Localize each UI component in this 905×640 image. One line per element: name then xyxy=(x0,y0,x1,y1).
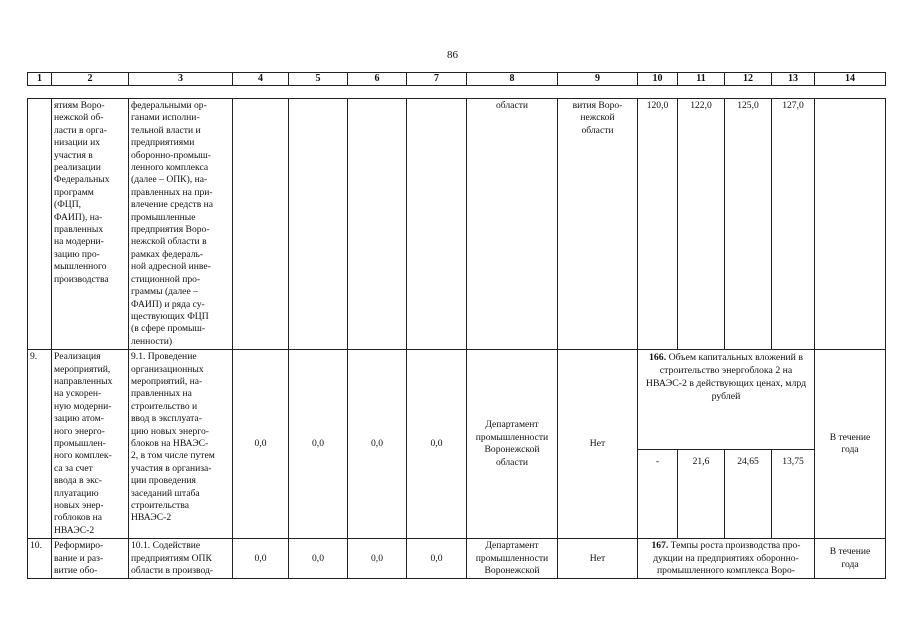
row9-value-13: 13,75 xyxy=(772,449,815,538)
cont-value-13: 127,0 xyxy=(772,99,815,350)
header-col-14: 14 xyxy=(815,73,886,86)
row10-c4: 0,0 xyxy=(233,539,289,579)
cont-program-cell: вития Воро- нежской области xyxy=(558,99,638,350)
cont-c4-cell xyxy=(233,99,289,350)
header-col-8: 8 xyxy=(467,73,558,86)
row10-program-cell: Нет xyxy=(558,539,638,579)
row10-indicator-title xyxy=(638,539,815,579)
row10-num: 10. xyxy=(28,539,52,579)
cont-c14-cell xyxy=(815,99,886,350)
row10-executor-cell: Департамент промышленности Воронежской xyxy=(467,539,558,579)
header-col-10: 10 xyxy=(638,73,678,86)
row10-indicator-number: 167. xyxy=(651,540,669,552)
row10-goal-cell: Реформиро- вание и раз- витие обо- xyxy=(52,539,129,579)
header-col-5: 5 xyxy=(289,73,348,86)
cont-c6-cell xyxy=(348,99,407,350)
cont-goal-cell: ятиям Воро- нежской об- ласти в орга- низации их участия в реализации Федеральных программ (ФЦП, ФАИП), на- правленных на модерни- зацию про- мышленного производства xyxy=(52,99,129,350)
row9-value-10: - xyxy=(638,449,678,538)
row9-deadline-cell: В течение года xyxy=(815,350,886,539)
program-table xyxy=(27,98,886,579)
row9-indicator-text: Объем капитальных вложений в строительство энергоблока 2 на НВАЭС-2 в действующих ценах, млрд рублей xyxy=(645,352,807,403)
row10-activity-cell: 10.1. Содействие предприятиям ОПК области в производ- xyxy=(129,539,233,579)
row9-indicator-title xyxy=(638,350,815,450)
row9-c4: 0,0 xyxy=(233,350,289,539)
table-row-9 xyxy=(28,350,886,450)
row9-activity-cell: 9.1. Проведение организационных мероприятий, на- правленных на строительство и ввод в эксплуата- цию новых энерго- блоков на НВАЭС- 2, в том числе путем участия в организа- ции проведения заседаний штаба строительства НВАЭС-2 xyxy=(129,350,233,539)
cont-value-12: 125,0 xyxy=(725,99,772,350)
column-number-header xyxy=(27,72,886,86)
row9-program-cell: Нет xyxy=(558,350,638,539)
cont-activity-cell: федеральными ор- ганами исполни- тельной власти и предприятиями оборонно-промыш- ленного комплекса (далее – ОПК), на- правленных на при- влечение средств на промышленные предприятия Воро- нежской области в рамках федераль- ной адресной инве- стиционной про- граммы (далее – ФАИП) и ряда су- ществующих ФЦП (в сфере промыш- ленности) xyxy=(129,99,233,350)
row9-goal-cell: Реализация мероприятий, направленных на ускорен- ную модерни- зацию атом- ного энерго- промышлен- ного комплек- са за счет ввода в экс- плуатацию новых энер- гоблоков на НВАЭС-2 xyxy=(52,350,129,539)
page-number: 86 xyxy=(447,49,458,61)
row10-c7: 0,0 xyxy=(407,539,467,579)
row9-executor-cell: Департамент промышленности Воронежской области xyxy=(467,350,558,539)
header-col-2: 2 xyxy=(52,73,129,86)
row9-c7: 0,0 xyxy=(407,350,467,539)
row10-deadline-cell: В течение года xyxy=(815,539,886,579)
row9-num: 9. xyxy=(28,350,52,539)
row10-indicator-text: Темпы роста производства про- дукции на предприятиях оборонно- промышленного комплекса Воро- xyxy=(653,540,801,577)
table-row-10 xyxy=(28,539,886,579)
row9-value-11: 21,6 xyxy=(678,449,725,538)
cont-executor-cell: области xyxy=(467,99,558,350)
row10-c5: 0,0 xyxy=(289,539,348,579)
cont-value-10: 120,0 xyxy=(638,99,678,350)
cont-c7-cell xyxy=(407,99,467,350)
header-col-11: 11 xyxy=(678,73,725,86)
header-col-9: 9 xyxy=(558,73,638,86)
header-col-12: 12 xyxy=(725,73,772,86)
header-col-1: 1 xyxy=(28,73,52,86)
row10-c6: 0,0 xyxy=(348,539,407,579)
table-row-continuation xyxy=(28,99,886,350)
row9-c5: 0,0 xyxy=(289,350,348,539)
row9-indicator-number: 166. xyxy=(649,352,667,364)
header-col-4: 4 xyxy=(233,73,289,86)
cont-value-11: 122,0 xyxy=(678,99,725,350)
row9-c6: 0,0 xyxy=(348,350,407,539)
header-col-13: 13 xyxy=(772,73,815,86)
cont-c5-cell xyxy=(289,99,348,350)
header-col-7: 7 xyxy=(407,73,467,86)
header-col-6: 6 xyxy=(348,73,407,86)
row9-value-12: 24,65 xyxy=(725,449,772,538)
header-col-3: 3 xyxy=(129,73,233,86)
cont-num-cell xyxy=(28,99,52,350)
